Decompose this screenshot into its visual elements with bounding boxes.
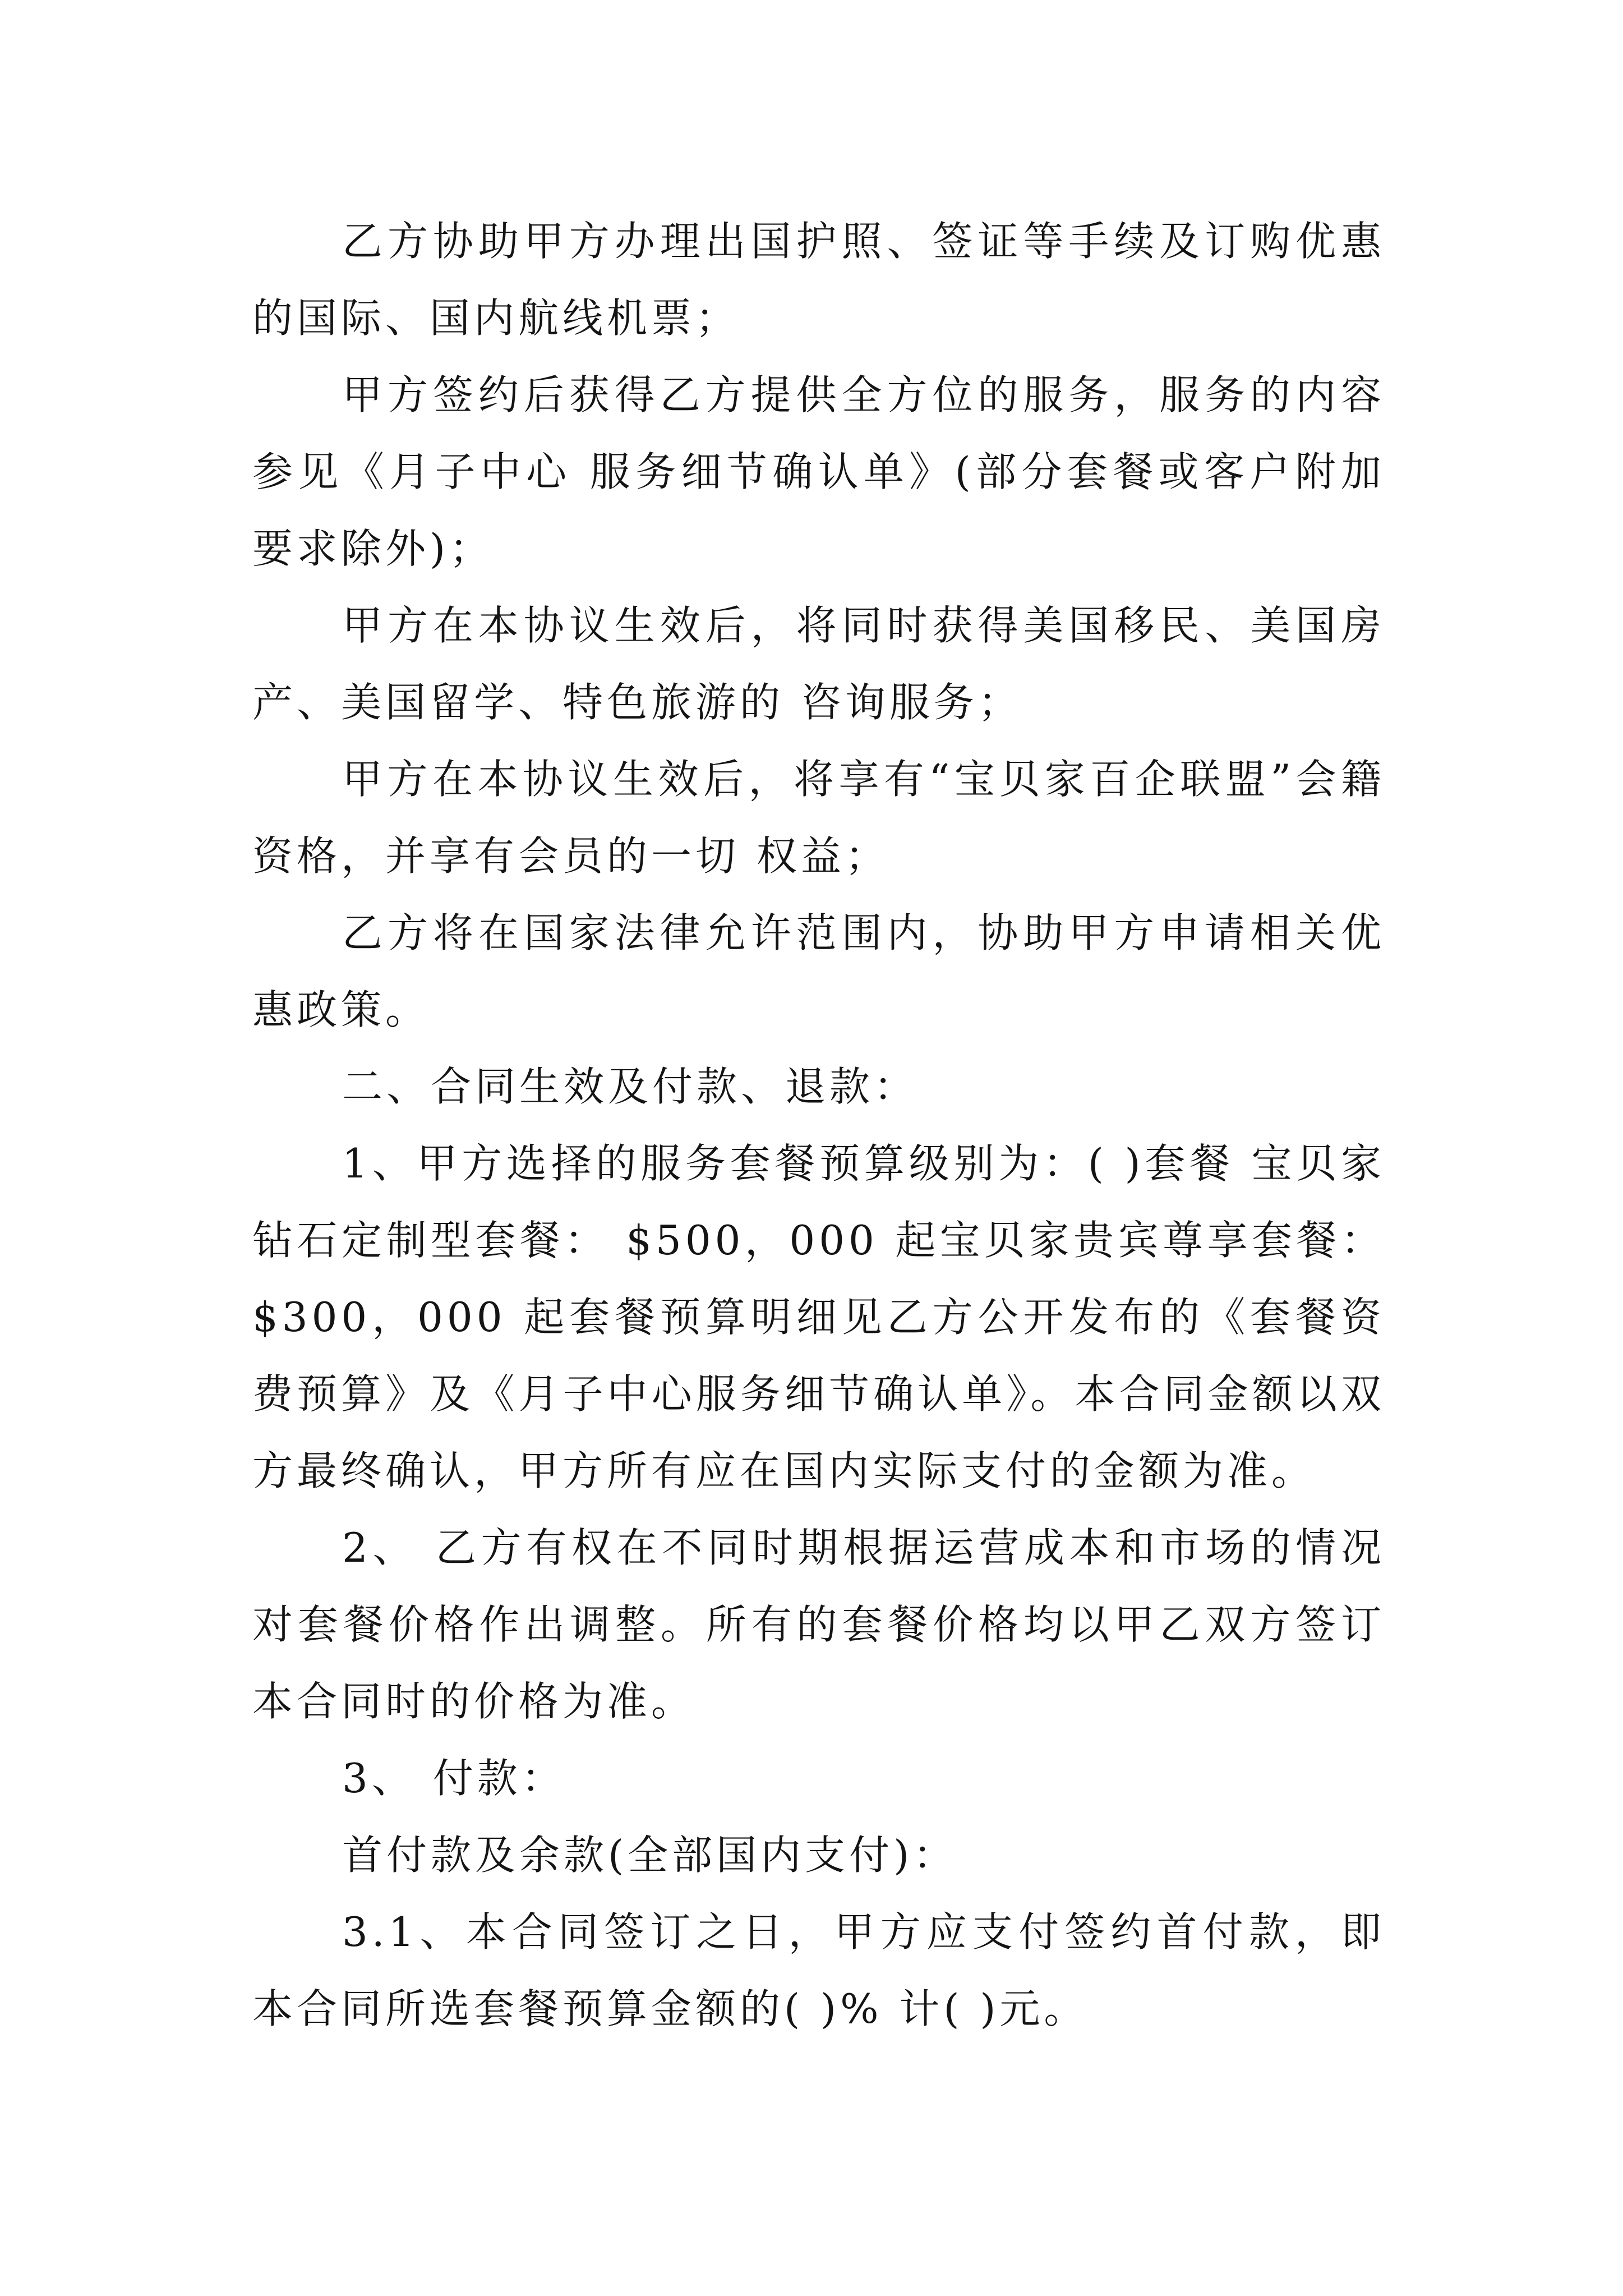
- paragraph-visa-assistance: 乙方协助甲方办理出国护照、签证等手续及订购优惠的国际、国内航线机票；: [252, 218, 1385, 342]
- section-heading-payment-refund: 二、合同生效及付款、退款：: [342, 1063, 919, 1110]
- clause-2-price-adjustment: 2、 乙方有权在不同时期根据运营成本和市场的情况对套餐价格作出调整。所有的套餐价格均以甲乙双方签订本合同时的价格为准。: [252, 1524, 1385, 1725]
- paragraph-policy-assistance: 乙方将在国家法律允许范围内，协助甲方申请相关优惠政策。: [252, 909, 1385, 1033]
- document-body: [252, 203, 1385, 2047]
- paragraph-membership: 甲方在本协议生效后，将享有“宝贝家百企联盟”会籍资格，并享有会员的一切 权益；: [252, 756, 1385, 880]
- clause-3-1-down-payment: 3.1、本合同签订之日，甲方应支付签约首付款，即本合同所选套餐预算金额的( )% 计( )元。: [252, 1908, 1385, 2032]
- paragraph-consulting-services: 甲方在本协议生效后，将同时获得美国移民、美国房产、美国留学、特色旅游的 咨询服务；: [252, 602, 1385, 726]
- clause-1-package-selection: 1、甲方选择的服务套餐预算级别为：( )套餐 宝贝家钻石定制型套餐： $500，000 起宝贝家贵宾尊享套餐：$300，000 起套餐预算明细见乙方公开发布的《套餐资费预算》及《月子中心服务细节确认单》。本合同金额以双方最终确认，甲方所有应在国内实际支付的金额为准。: [252, 1140, 1385, 1494]
- clause-3-subheading: 首付款及余款(全部国内支付)：: [342, 1832, 958, 1879]
- paragraph-full-service: 甲方签约后获得乙方提供全方位的服务，服务的内容参见《月子中心 服务细节确认单》(部分套餐或客户附加要求除外)；: [252, 371, 1385, 572]
- clause-3-payment-heading: 3、 付款：: [342, 1755, 566, 1802]
